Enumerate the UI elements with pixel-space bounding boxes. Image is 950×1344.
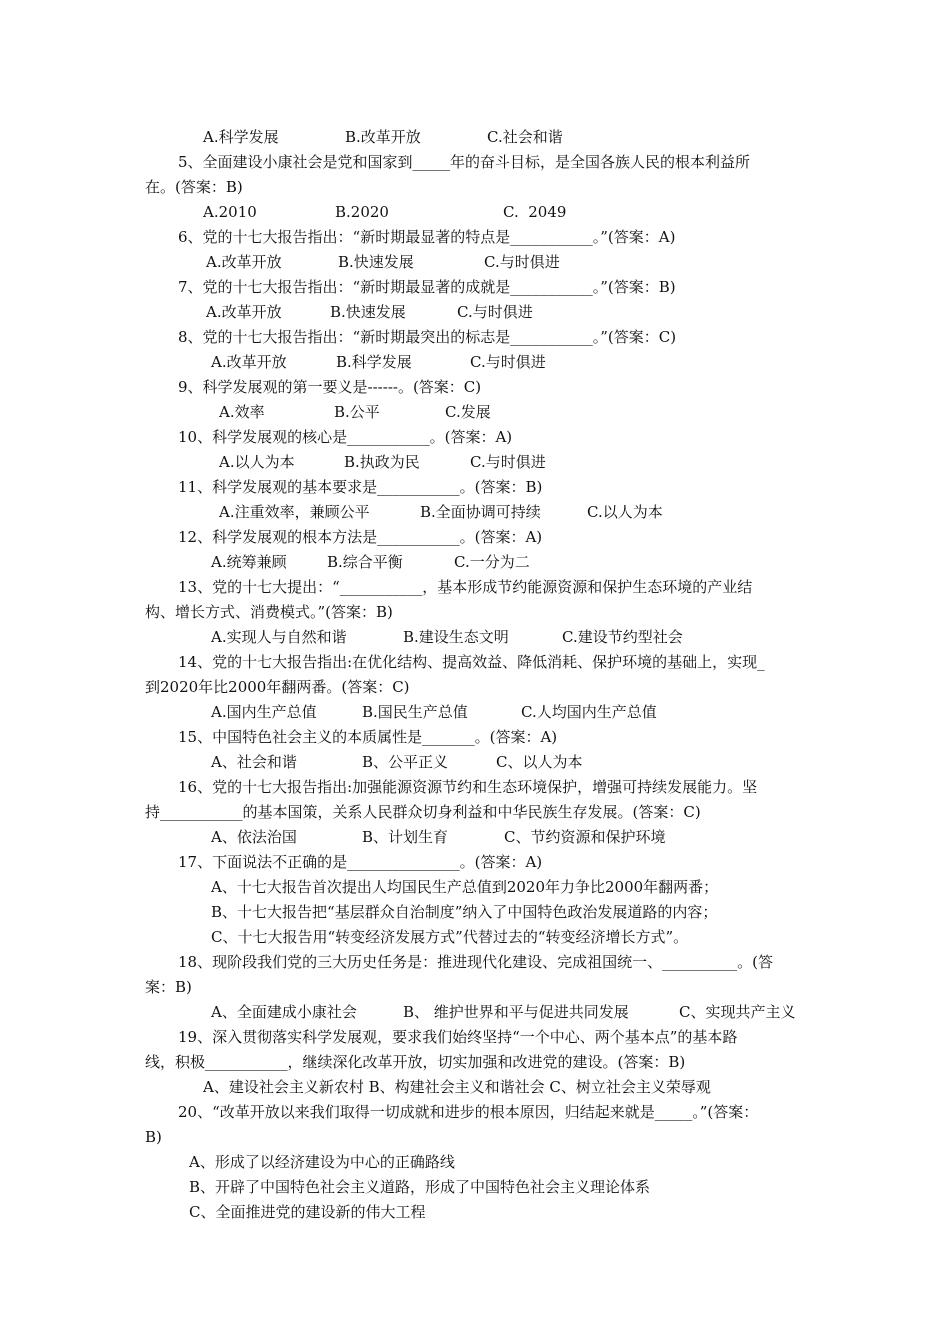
option-a: A.改革开放	[206, 253, 282, 271]
option-a: A.国内生产总值	[211, 703, 317, 721]
option-a: A、形成了以经济建设为中心的正确路线	[189, 1153, 455, 1171]
option-a: A.改革开放	[206, 303, 282, 321]
question-stem: 17、下面说法不正确的是_______________。(答案：A)	[178, 853, 543, 871]
option-b: B、开辟了中国特色社会主义道路，形成了中国特色社会主义理论体系	[189, 1178, 651, 1196]
option-b: B.综合平衡	[327, 553, 403, 571]
question-stem: 在。(答案：B)	[145, 178, 243, 196]
option-c: C、全面推进党的建设新的伟大工程	[189, 1203, 426, 1221]
option-b: B、十七大报告把“基层群众自治制度”纳入了中国特色政治发展道路的内容；	[211, 903, 718, 921]
question-stem: 16、党的十七大报告指出:加强能源资源节约和生态环境保护，增强可持续发展能力。坚	[178, 778, 758, 796]
question-stem: 11、科学发展观的基本要求是___________。(答案：B)	[178, 478, 543, 496]
question-stem: 13、党的十七大提出：“___________，基本形成节约能源资源和保护生态环境的产业结	[178, 578, 753, 596]
option-c: C.与时俱进	[457, 303, 533, 321]
option-b: B.快速发展	[338, 253, 414, 271]
option-a: A、十七大报告首次提出人均国民生产总值到2020年力争比2000年翻两番；	[211, 878, 719, 896]
question-stem: 9、科学发展观的第一要义是------。(答案：C)	[178, 378, 482, 396]
option-a: A.统筹兼顾	[211, 553, 287, 571]
option-a: A、依法治国	[211, 828, 297, 846]
option-c: C、实现共产主义	[679, 1003, 796, 1021]
question-stem: B)	[145, 1128, 162, 1146]
option-b: B、公平正义	[362, 753, 449, 771]
question-stem: 线，积极___________，继续深化改革开放，切实加强和改进党的建设。(答案：B)	[145, 1053, 686, 1071]
question-stem: 6、党的十七大报告指出：“新时期最显著的特点是___________。”(答案：A)	[178, 228, 676, 246]
option-b: B.科学发展	[336, 353, 412, 371]
option-c: C.人均国内生产总值	[521, 703, 657, 721]
question-stem: 12、科学发展观的根本方法是___________。(答案：A)	[178, 528, 543, 546]
option-a: A.注重效率，兼顾公平	[219, 503, 370, 521]
option-a: A、全面建成小康社会	[211, 1003, 357, 1021]
question-stem: 案：B)	[145, 978, 192, 996]
option-b: B、 维护世界和平与促进共同发展	[403, 1003, 629, 1021]
option-b: B.公平	[334, 403, 380, 421]
option-a: A、社会和谐	[211, 753, 297, 771]
option-c: C.以人为本	[587, 503, 663, 521]
option-c: C.一分为二	[454, 553, 530, 571]
option-b: B.改革开放	[345, 128, 421, 146]
option-a: A.科学发展	[203, 128, 279, 146]
option-c: C、以人为本	[496, 753, 583, 771]
option-c: C、十七大报告用“转变经济发展方式”代替过去的“转变经济增长方式”。	[211, 928, 689, 946]
question-stem: 到2020年比2000年翻两番。(答案：C)	[145, 678, 410, 696]
option-c: C.发展	[445, 403, 491, 421]
question-stem: 持___________的基本国策，关系人民群众切身利益和中华民族生存发展。(答案：C)	[145, 803, 701, 821]
question-stem: 7、党的十七大报告指出：“新时期最显著的成就是___________。”(答案：B)	[178, 278, 676, 296]
option-a: A.实现人与自然和谐	[211, 628, 347, 646]
question-stem: 20、“改革开放以来我们取得一切成就和进步的根本原因，归结起来就是_____。”(答案：	[178, 1103, 759, 1121]
option-c: C.与时俱进	[470, 453, 546, 471]
question-stem: 19、深入贯彻落实科学发展观，要求我们始终坚持“一个中心、两个基本点”的基本路	[178, 1028, 738, 1046]
option-b: B.执政为民	[344, 453, 420, 471]
option-c: C、节约资源和保护环境	[504, 828, 666, 846]
option-b: B.全面协调可持续	[420, 503, 541, 521]
option-a: A.2010	[203, 203, 257, 221]
option-a: A.效率	[219, 403, 265, 421]
option-c: C.与时俱进	[484, 253, 560, 271]
option-b: B.建设生态文明	[403, 628, 509, 646]
option-c: C.建设节约型社会	[562, 628, 683, 646]
option-c: C.社会和谐	[487, 128, 563, 146]
question-stem: 8、党的十七大报告指出：“新时期最突出的标志是___________。”(答案：C)	[178, 328, 677, 346]
options-line: A、建设社会主义新农村 B、构建社会主义和谐社会 C、树立社会主义荣辱观	[203, 1078, 711, 1096]
option-c: C. 2049	[503, 203, 567, 221]
question-stem: 构、增长方式、消费模式。”(答案：B)	[145, 603, 393, 621]
option-c: C.与时俱进	[470, 353, 546, 371]
question-stem: 5、全面建设小康社会是党和国家到_____年的奋斗目标，是全国各族人民的根本利益所	[178, 153, 751, 171]
question-stem: 14、党的十七大报告指出:在优化结构、提高效益、降低消耗、保护环境的基础上，实现_	[178, 653, 765, 671]
question-stem: 18、现阶段我们党的三大历史任务是：推进现代化建设、完成祖国统一、__________。(答	[178, 953, 773, 971]
option-b: B.快速发展	[330, 303, 406, 321]
option-a: A.改革开放	[211, 353, 287, 371]
option-a: A.以人为本	[219, 453, 295, 471]
option-b: B.国民生产总值	[362, 703, 468, 721]
option-b: B、计划生育	[362, 828, 449, 846]
question-stem: 15、中国特色社会主义的本质属性是_______。(答案：A)	[178, 728, 558, 746]
option-b: B.2020	[335, 203, 389, 221]
question-stem: 10、科学发展观的核心是___________。(答案：A)	[178, 428, 513, 446]
